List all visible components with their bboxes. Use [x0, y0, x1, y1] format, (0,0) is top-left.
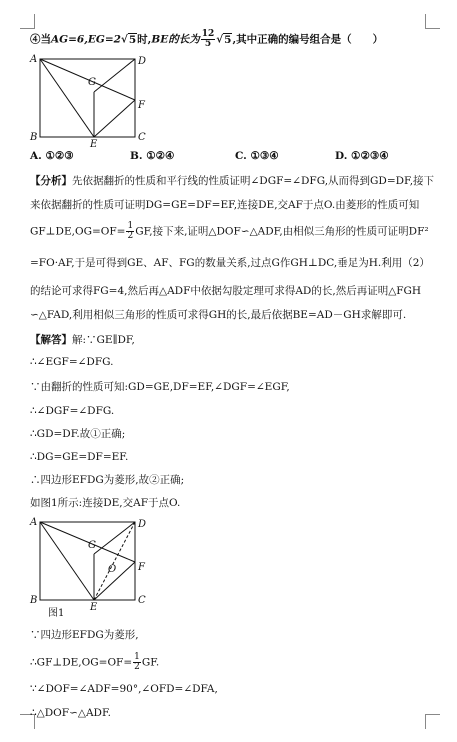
analysis-line-1: 【分析】先依据翻折的性质和平行线的性质证明∠DGF=∠DFG,从而得到GD=DF,接下	[30, 175, 435, 187]
solution-line-6: ∴DG=GE=DF=EF.	[30, 451, 129, 463]
option-b[interactable]: B. ①②④	[130, 150, 175, 162]
segment-gd	[94, 59, 135, 92]
question-cond-eg: EG=2	[87, 33, 121, 46]
label-c: C	[138, 132, 146, 143]
label-b: B	[30, 595, 38, 606]
label-a: A	[30, 54, 38, 65]
segment-de-dashed	[94, 522, 135, 600]
option-d[interactable]: D. ①②③④	[335, 150, 389, 162]
after-fraction: $\frac{1}{2}$	[134, 652, 140, 672]
question-suffix: ,其中正确的编号组合是（ ）	[232, 33, 384, 46]
label-b: B	[30, 132, 38, 143]
geometry-figure-2	[26, 514, 151, 618]
label-c: C	[138, 595, 146, 606]
segment-gd	[94, 522, 135, 554]
option-c[interactable]: C. ①③④	[235, 150, 279, 162]
label-f: F	[138, 100, 145, 111]
label-d: D	[138, 519, 147, 530]
analysis-line-4: =FO·AF,于是可得到GE、AF、FG的数量关系,过点G作GH⊥DC,垂足为H.利用（2）	[30, 257, 430, 269]
label-e: E	[90, 602, 98, 613]
analysis-line-6: ∽△FAD,利用相似三角形的性质可求得GH的长,最后依据BE=AD－GH求解即可.	[30, 309, 407, 321]
after-line-2: ∴GF⊥DE,OG=OF= $\frac{1}{2}$ GF.	[30, 652, 160, 672]
crop-mark-top-right	[425, 14, 440, 29]
analysis-line-2: 来依据翻折的性质可证明DG=GE=DF=EF,连接DE,交AF于点O.由菱形的性质可知	[30, 199, 420, 211]
figure-caption: 图1	[48, 608, 65, 618]
after-line-1: ∵四边形EFDG为菱形,	[30, 629, 139, 641]
solution-line-8: 如图1所示:连接DE,交AF于点O.	[30, 497, 181, 509]
label-g: G	[88, 540, 96, 551]
solution-line-3: ∵由翻折的性质可知:GD=GE,DF=EF,∠DGF=∠EGF,	[30, 381, 290, 393]
label-f: F	[138, 562, 145, 573]
question-prefix: ④当	[30, 33, 51, 46]
option-a[interactable]: A. ①②③	[30, 150, 74, 162]
after-line-4: ∴△DOF∽△ADF.	[30, 707, 111, 719]
question-cond-ag: AG=6,	[51, 33, 88, 46]
analysis-line-3: GF⊥DE,OG=OF= $\frac{1}{2}$ GF,接下来,证明△DOF∽△ADF,由相似三角形的性质可证明DF²	[30, 221, 429, 241]
crop-mark-bottom-right	[425, 714, 440, 729]
analysis-fraction: $\frac{1}{2}$	[127, 221, 134, 241]
segment-ef	[94, 100, 135, 137]
solution-tag: 【解答】	[30, 334, 72, 346]
after-line-3: ∵∠DOF=∠ADF=90°,∠OFD=∠DFA,	[30, 683, 218, 695]
solution-line-5: ∴GD=DF.故①正确;	[30, 428, 126, 440]
solution-line-1: 【解答】解:∵GE∥DF,	[30, 334, 135, 346]
analysis-tag: 【分析】	[30, 175, 72, 187]
question-line: ④当AG=6,EG=2√5时,BE的长为 $\frac{12}{5}$ √5,其中正确的编号组合是（ ）	[30, 29, 384, 49]
solution-line-7: ∴四边形EFDG为菱形,故②正确;	[30, 474, 185, 486]
label-e: E	[90, 139, 98, 147]
question-be-part: BE的长为	[151, 33, 200, 46]
question-radicand-1: 5	[128, 33, 137, 46]
analysis-line-5: 的结论可求得FG=4,然后再△ADF中依据勾股定理可求得AD的长,然后再证明△FGH	[30, 285, 422, 297]
label-o: O	[108, 564, 117, 575]
question-mid: 时,	[137, 33, 152, 46]
label-a: A	[30, 517, 38, 528]
question-radicand-2: 5	[224, 33, 232, 46]
crop-mark-top-left	[20, 14, 35, 29]
geometry-figure-1	[26, 52, 151, 147]
solution-line-2: ∴∠EGF=∠DFG.	[30, 356, 114, 368]
question-fraction: $\frac{12}{5}$	[201, 29, 215, 49]
label-g: G	[88, 77, 96, 88]
solution-line-4: ∴∠DGF=∠DFG.	[30, 405, 115, 417]
label-d: D	[138, 56, 147, 67]
